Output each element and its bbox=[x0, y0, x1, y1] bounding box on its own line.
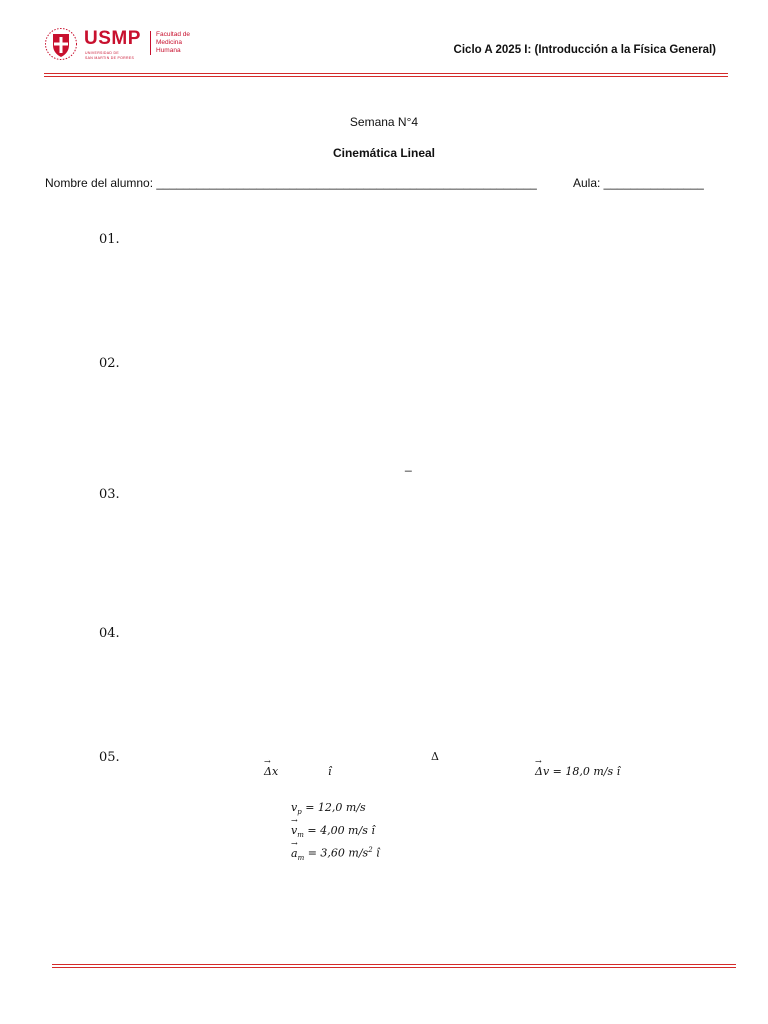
delta-symbol: Δ bbox=[431, 750, 439, 763]
am-exponent: 2 bbox=[368, 846, 373, 854]
week-title: Semana N°4 bbox=[349, 115, 419, 129]
question-number-1: 01. bbox=[99, 232, 120, 247]
delta-v-equation bbox=[535, 765, 620, 778]
vm-value: = 4,00 m/s î bbox=[307, 824, 375, 837]
question-number-3: 03. bbox=[99, 487, 120, 502]
logo-subtitle-1: UNIVERSIDAD DE bbox=[85, 51, 119, 55]
delta-v-label: → Δv bbox=[535, 765, 549, 778]
footer-rule-bottom bbox=[52, 967, 736, 968]
topic-title: Cinemática Lineal bbox=[332, 146, 436, 160]
logo-subtitle-2: SAN MARTIN DE PORRES bbox=[85, 56, 135, 60]
header-rule-bottom bbox=[44, 76, 728, 77]
vm-equation bbox=[291, 824, 375, 839]
stray-dash: _ bbox=[405, 458, 412, 472]
vm-label: → v bbox=[291, 824, 297, 837]
vm-subscript: m bbox=[297, 831, 304, 840]
delta-x-label: → Δx bbox=[264, 765, 278, 778]
aula-field: Aula: _______________ bbox=[573, 176, 704, 190]
question-number-2: 02. bbox=[99, 356, 120, 371]
course-title: Ciclo A 2025 I: (Introducción a la Física General) bbox=[453, 44, 716, 56]
am-label: → a bbox=[291, 847, 298, 860]
footer-rule-top bbox=[52, 964, 736, 965]
vp-subscript: p bbox=[297, 808, 302, 817]
logo-faculty-line-2: Medicina bbox=[156, 39, 183, 46]
question-number-5: 05. bbox=[99, 750, 120, 765]
am-subscript: m bbox=[297, 853, 305, 862]
logo-wordmark: USMP bbox=[84, 28, 141, 49]
am-unit-vector: î bbox=[372, 846, 380, 860]
delta-x-vector bbox=[264, 765, 278, 778]
logo-faculty-line-3: Humana bbox=[156, 47, 181, 54]
shield-logo-icon bbox=[44, 27, 78, 61]
i-hat-symbol: î bbox=[328, 765, 332, 778]
logo-faculty-line-1: Facultad de bbox=[156, 31, 190, 38]
am-equation bbox=[291, 846, 380, 862]
vp-label: v bbox=[291, 801, 298, 814]
am-value: = 3,60 m/s bbox=[307, 846, 369, 860]
logo-divider bbox=[150, 31, 151, 55]
question-number-4: 04. bbox=[99, 626, 120, 641]
vp-value: = 12,0 m/s bbox=[305, 801, 366, 814]
delta-v-value: = 18,0 m/s î bbox=[552, 765, 621, 778]
vp-equation bbox=[291, 801, 366, 816]
usmp-logo bbox=[44, 27, 204, 61]
student-name-field: Nombre del alumno: _________________________________________________________ bbox=[45, 176, 537, 190]
logo-faculty bbox=[156, 31, 190, 55]
header-rule-top bbox=[44, 73, 728, 74]
